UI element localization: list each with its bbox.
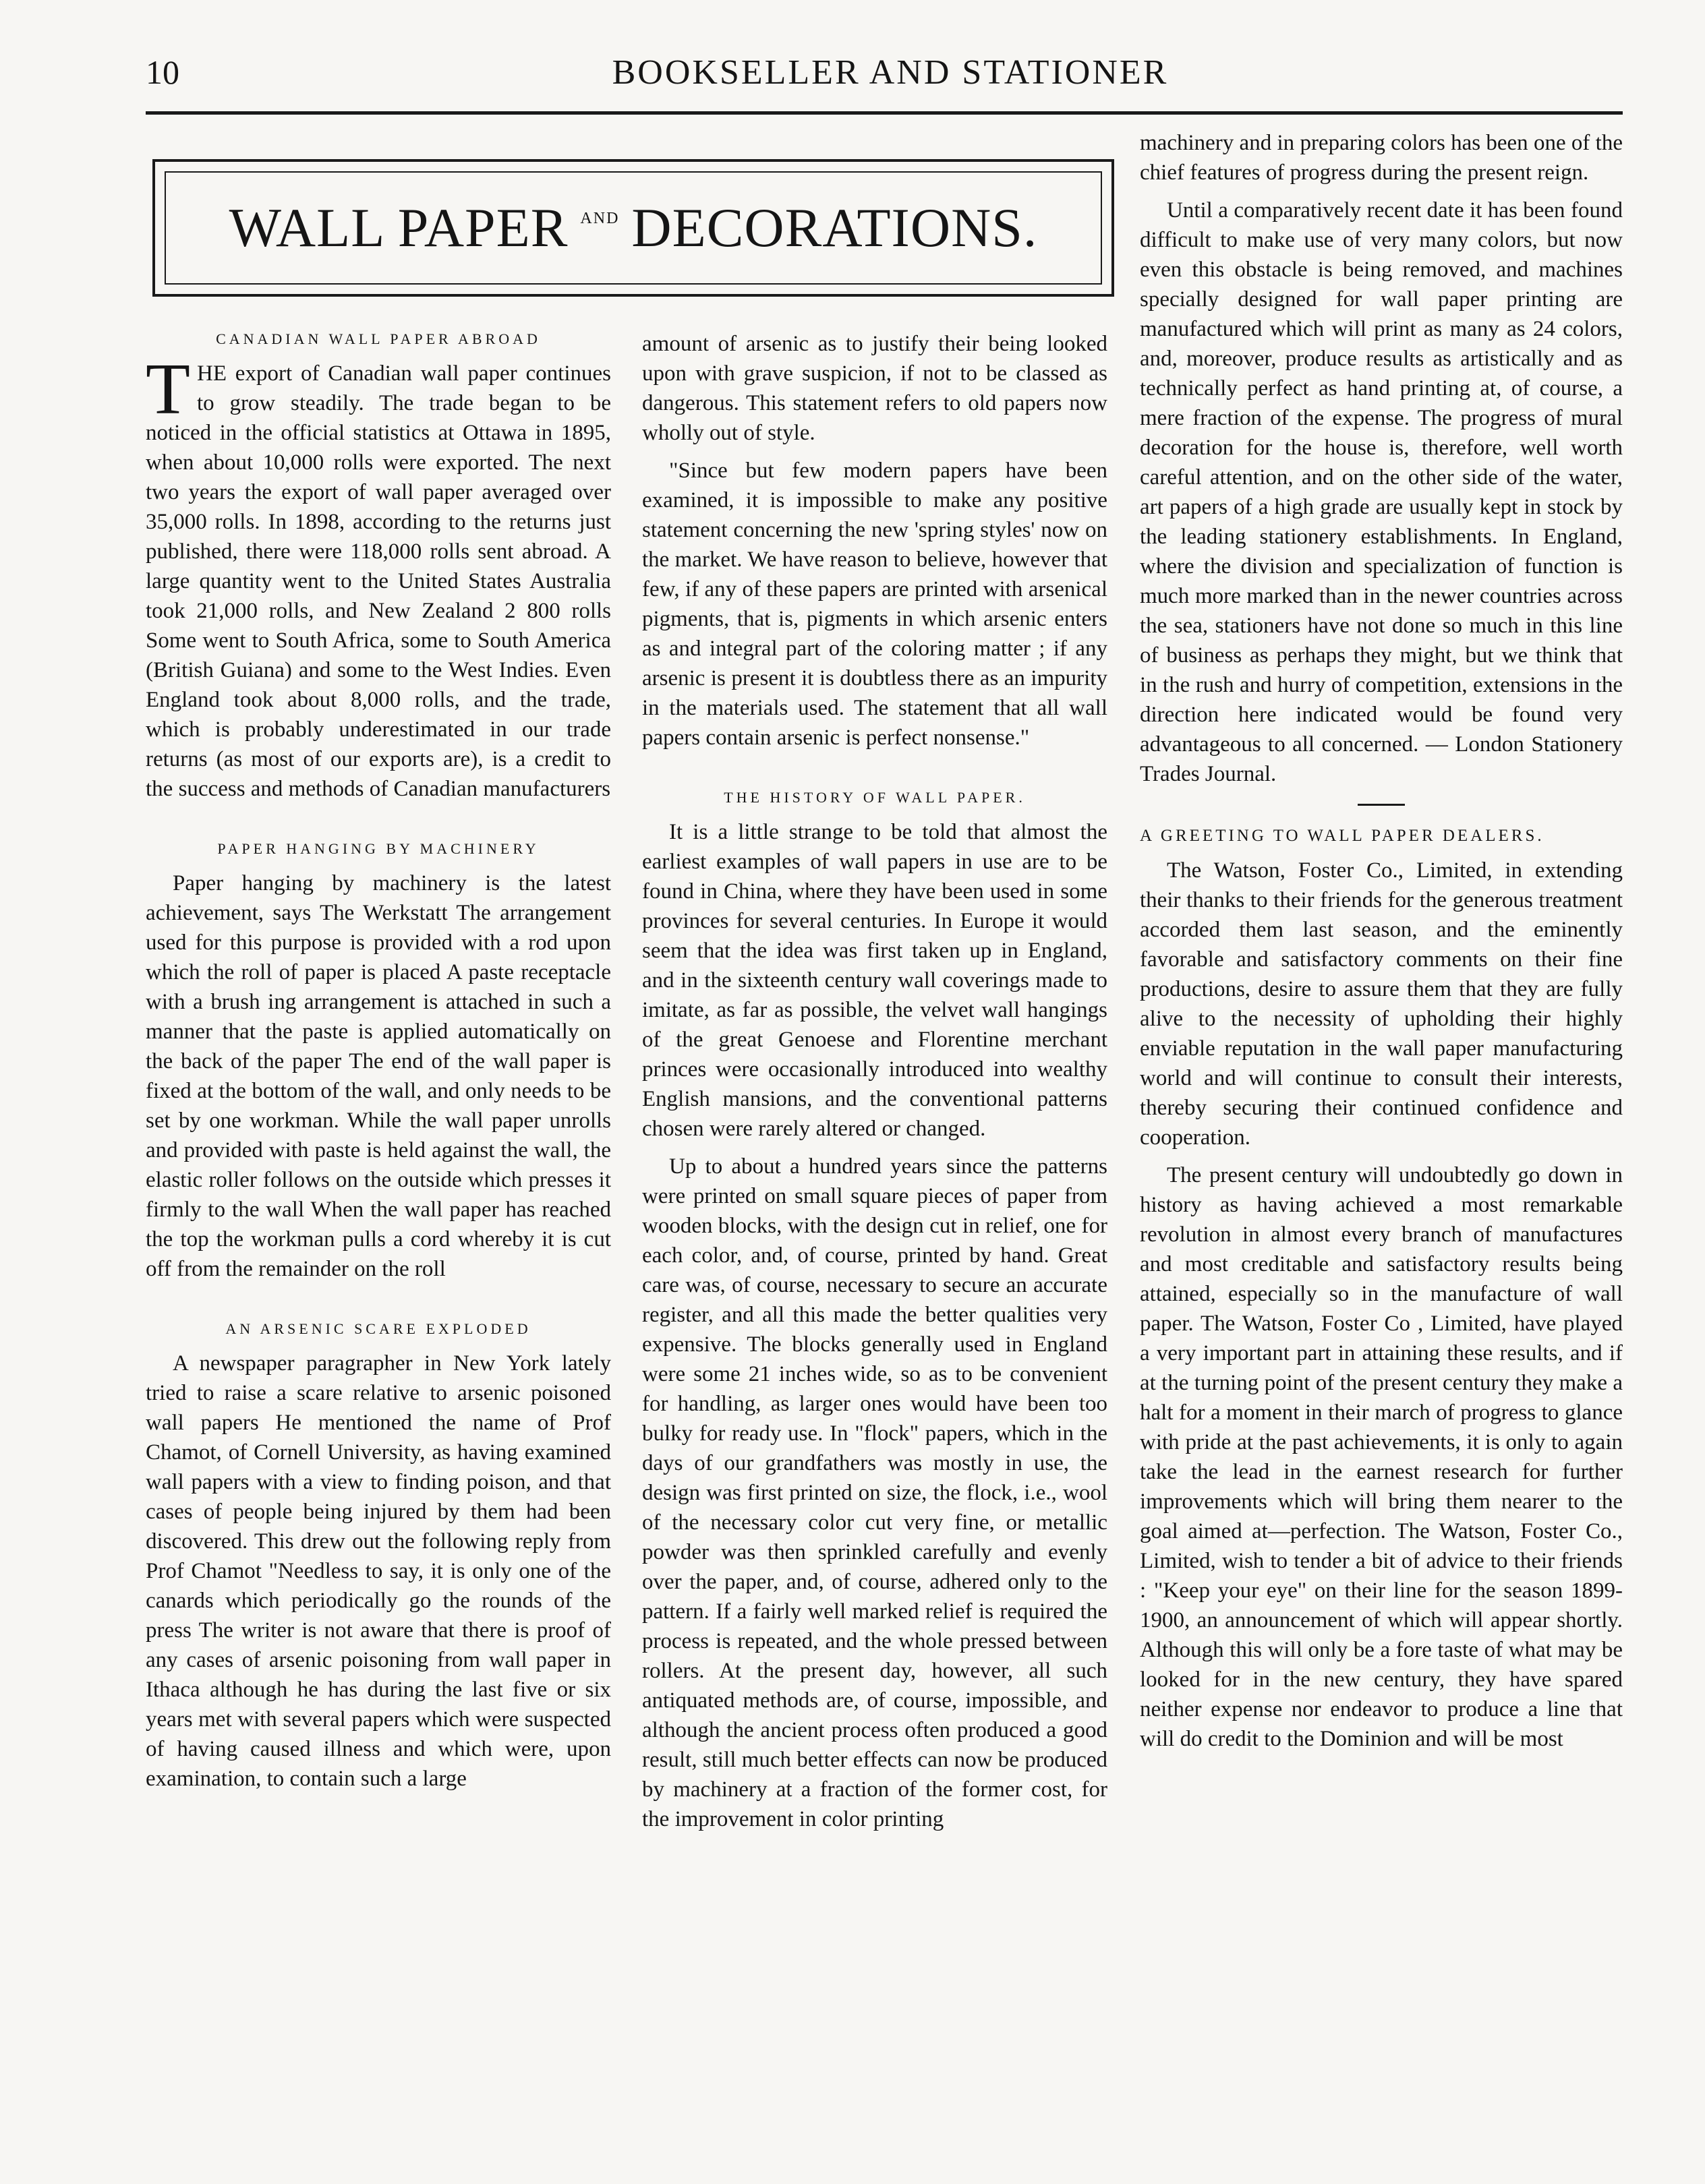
column-1 (146, 329, 611, 1794)
paragraph: machinery and in preparing colors has been one of the chief features of progress during the present reign. (1140, 131, 1623, 185)
paragraph: Up to about a hundred years since the patterns were printed on small square pieces of paper from wooden blocks, with the design cut in relief, one for each color, and, of course, printed by hand. Great care was, of course, necessary to secure an accurate register, and all this made the better qualities very expensive. The blocks generally used in England were some 21 inches wide, so as to be convenient for handling, as larger ones would have been too bulky for ready use. In "flock" papers, which in the days of our grandfathers was mostly in use, the design was first printed on size, the flock, i.e., wool of the necessary color cut very fine, or metallic powder was then sprinkled carefully and evenly over the paper, and, of course, adhered only to the pattern. If a fairly well marked relief is required the process is repeated, and the whole pressed between rollers. At the present day, however, all such antiquated methods are, of course, impossible, and although the ancient process often produced a good result, still much better effects can now be produced by machinery at a fraction of the former cost, for the improvement in color printing (642, 1154, 1107, 1831)
title-part-2: DECORATIONS. (631, 197, 1038, 258)
section-divider (1358, 804, 1405, 806)
paragraph: The present century will undoubtedly go down in history as having achieved a most remarkable revolution in almost every branch of manufactures and most creditable and satisfactory results being attained, especially so in the manufacture of wall paper. The Watson, Foster Co , Limited, have played a very important part in attaining these results, and if at the turning point of the present century they make a halt for a moment in their march of progress to glance with pride at the past achievements, it is only to again take the lead in the earnest research for further improvements which will bring them nearer to the goal aimed at—perfection. The Watson, Foster Co., Limited, wish to tender a bit of advice to their friends : "Keep your eye" on their line for the season 1899-1900, an announcement of which will appear shortly. Although this will only be a fore taste of what may be looked for in the new century, they have spared neither expense nor endeavor to produce a line that will do credit to the Dominion and will be most (1140, 1163, 1623, 1751)
paragraph: The Watson, Foster Co., Limited, in extending their thanks to their friends for the generous treatment accorded them last season, and the eminently favorable and satisfactory comments on their fine productions, desire to assure them that they are fully alive to the necessity of upholding their highly enviable reputation in the wall paper manufacturing world and will continue to consult their interests, thereby securing their continued confidence and cooperation. (1140, 858, 1623, 1150)
paragraph: "Since but few modern papers have been examined, it is impossible to make any positive statement concerning the new 'spring styles' now on the market. We have reason to believe, however that few, if any of these papers are printed with arsenical pigments, that is, pigments in which arsenic enters as and integral part of the coloring matter ; if any arsenic is present it is doubtless there as an impurity in the materials used. The statement that all wall papers contain arsenic is perfect nonsense." (642, 459, 1107, 750)
paragraph: Until a comparatively recent date it has been found difficult to make use of very many colors, but now even this obstacle is being removed, and machines specially designed for wall paper printing are manufactured which will print as many as 24 colors, and, moreover, produce results as artistically and as technically perfect as hand printing at, of course, a mere fraction of the expense. The progress of mural decoration for the house is, therefore, well worth careful attention, and on the other side of the water, art papers of a high grade are usually kept in stock by the leading stationery establishments. In England, where the division and specialization of function is much more marked than in the newer countries across the sea, stationers have not done so much in this line of business as perhaps they might, but we think that in the rush and hurry of competition, extensions in the direction here indicated would be found very advantageous to all concerned. — London Stationery Trades Journal. (1140, 198, 1623, 786)
title-part-1: WALL PAPER (229, 197, 569, 258)
section-heading-history-of-wall-paper: THE HISTORY OF WALL PAPER. (724, 789, 1026, 806)
column-3 (1140, 128, 1623, 1754)
paragraph: amount of arsenic as to justify their being looked upon with grave suspicion, if not to be classed as dangerous. This statement refers to old papers now wholly out of style. (642, 332, 1107, 445)
page-number: 10 (146, 53, 179, 91)
section-heading-canadian-wall-paper: CANADIAN WALL PAPER ABROAD (216, 330, 541, 347)
paragraph: It is a little strange to be told that almost the earliest examples of wall papers in use are to be found in China, where they have been used in some provinces for several centuries. In Europe it would seem that the idea was first taken up in England, and in the sixteenth century wall coverings made to imitate, as far as possible, the velvet wall hangings of the great Genoese and Florentine merchant princes were occasionally introduced into wealthy English mansions, and the conventional patterns chosen were rarely altered or changed. (642, 820, 1107, 1141)
title-box-inner (165, 171, 1102, 285)
header-rule (146, 111, 1623, 115)
drop-cap: T (146, 349, 190, 430)
section-heading-arsenic-scare: AN ARSENIC SCARE EXPLODED (225, 1320, 531, 1337)
article-title (229, 196, 1038, 260)
section-heading-paper-hanging: PAPER HANGING BY MACHINERY (217, 840, 540, 857)
title-connector: AND (580, 210, 620, 227)
paragraph: A newspaper paragrapher in New York lately tried to raise a scare relative to arsenic poisoned wall papers He mentioned the name of Prof Chamot, of Cornell University, as having examined wall papers with a view to finding poison, and that cases of people being injured by them had been discovered. This drew out the following reply from Prof Chamot "Needless to say, it is only one of the canards which periodically go the rounds of the press The writer is not aware that there is proof of any cases of arsenic poisoning from wall paper in Ithaca although he has during the last five or six years met with several papers which were suspected of having caused illness and which were, upon examination, to contain such a large (146, 1351, 611, 1791)
running-head: BOOKSELLER AND STATIONER (612, 53, 1169, 92)
paragraph: Paper hanging by machinery is the latest achievement, says The Werkstatt The arrangement used for this purpose is provided with a rod upon which the roll of paper is placed A paste receptacle with a brush ing arrangement is attached in such a manner that the paste is applied automatically on the back of the paper The end of the wall paper is fixed at the bottom of the wall, and only needs to be set by one workman. While the wall paper unrolls and provided with paste is held against the wall, the elastic roller follows on the outside which presses it firmly to the wall When the wall paper has reached the top the workman pulls a cord whereby it is cut off from the remainder on the roll (146, 871, 611, 1281)
paragraph (146, 349, 611, 804)
paragraph-text: HE export of Canadian wall paper continues to grow steadily. The trade began to be noticed in the official statistics at Ottawa in 1895, when about 10,000 rolls were exported. The next two years the export of wall paper averaged over 35,000 rolls. In 1898, according to the returns just published, there were 118,000 rolls sent abroad. A large quantity went to the United States Australia took 21,000 rolls, and New Zealand 2 800 rolls Some went to South Africa, some to South America (British Guiana) and some to the West Indies. Even England took about 8,000 rolls, and the trade, which is probably underestimated in our trade returns (as most of our exports are), is a credit to the success and methods of Canadian manufacturers (146, 361, 611, 801)
section-heading-greeting: A GREETING TO WALL PAPER DEALERS. (1140, 827, 1544, 845)
title-box (152, 159, 1114, 297)
column-2 (642, 329, 1107, 1834)
